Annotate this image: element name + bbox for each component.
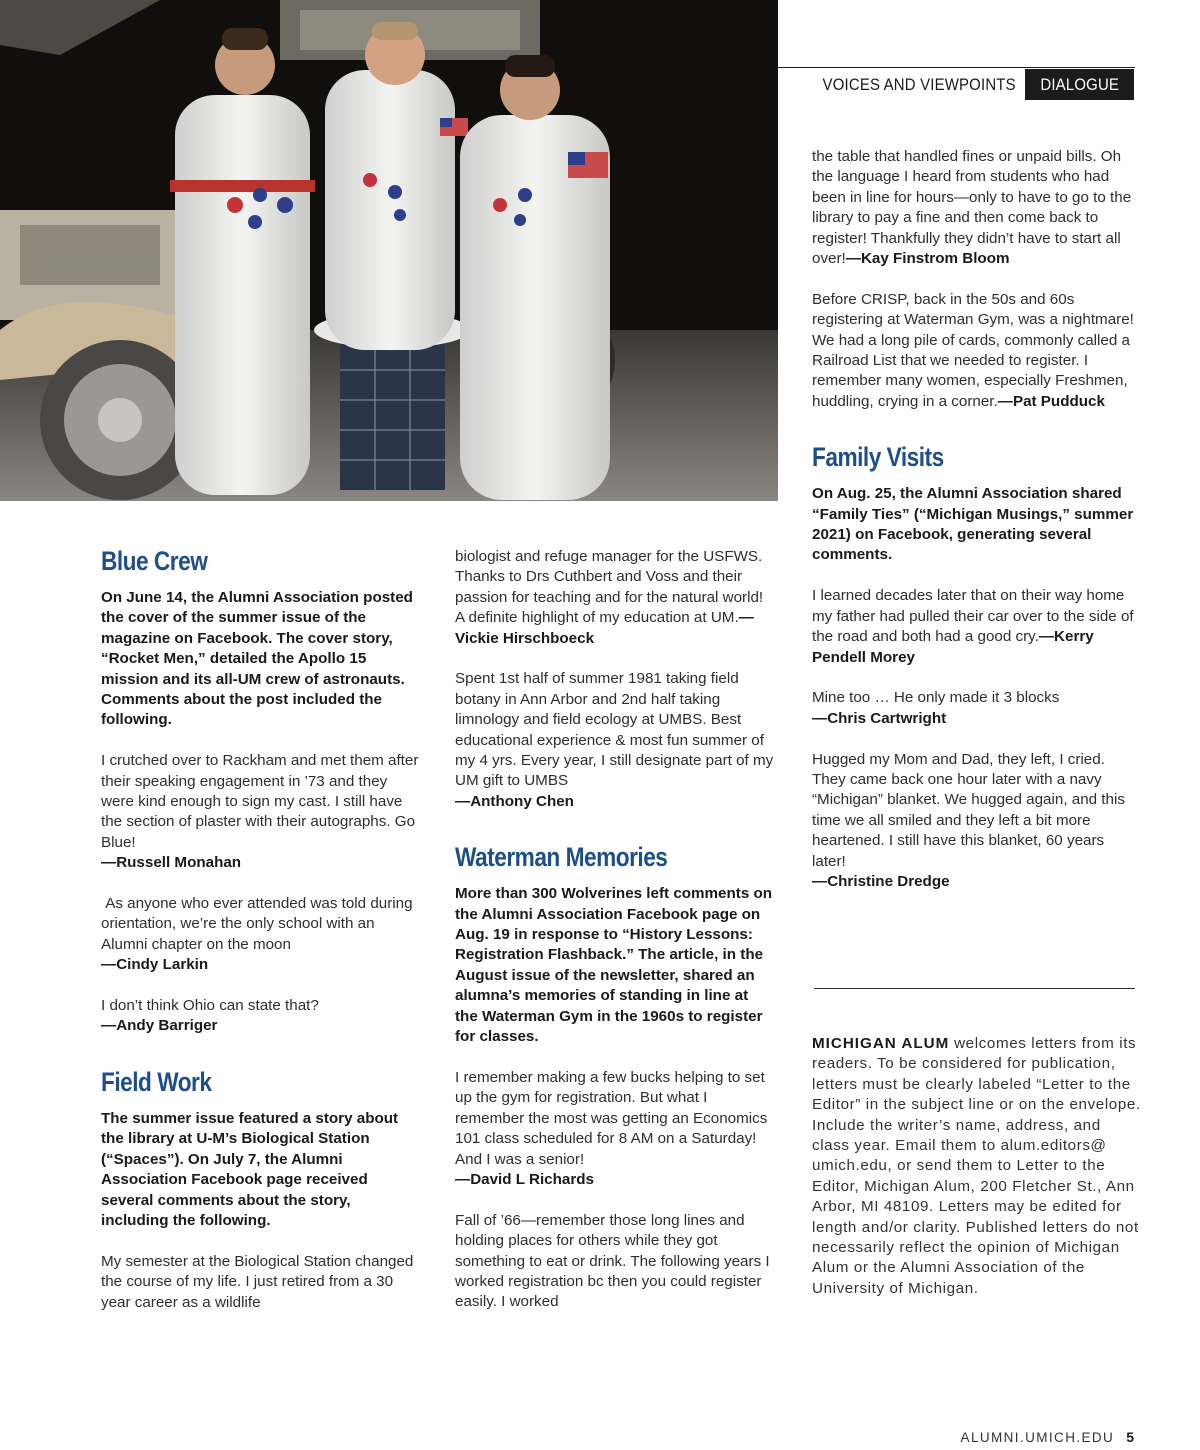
comment-author: —Kay Finstrom Bloom [845,250,1010,268]
comment: As anyone who ever attended was told during orientation, we’re the only school with an Alumni chapter on the moon —Cindy Larkin [101,895,417,974]
column-3 [812,147,1135,913]
comment-author: —Russell Monahan [101,854,242,872]
comment: Before CRISP, back in the 50s and 60s registering at Waterman Gym, was a nightmare! We had a long pile of cards, commonly called a Railroad List that we needed to register. I remember many women, especially Freshmen, huddling, crying in a corner.—Pat Pudduck [812,290,1134,410]
comment: Mine too … He only made it 3 blocks —Chris Cartwright [812,689,1060,727]
heading-blue-crew: Blue Crew [101,546,208,576]
comment: I learned decades later that on their way home my father had pulled their car over to the side of the road and both had a good cry.—Kerry Pendell Morey [812,587,1134,666]
column-1 [101,544,421,1333]
comment-part: My semester at the Biological Station changed the course of my life. I just retired from a 30 year career as a wildlife [101,1252,414,1311]
intro-waterman: More than 300 Wolverines left comments on the Alumni Association Facebook page on Aug. 19 in response to “History Lessons: Registration Flashback.” The article, in the August issue of the newsletter, shared an alumna’s memories of standing in line at the Waterman Gym in the 1960s to register for classes. [455,885,773,1046]
comment-author: —Andy Barriger [101,1017,218,1035]
page-footer [961,1429,1134,1445]
comment-author: —Pat Pudduck [997,392,1105,410]
comment-part: Fall of ’66—remember those long lines and holding places for others while they got something to eat or drink. The following years I worked registration bc then you could register easily. I worked [455,1211,770,1311]
letters-notice: MICHIGAN ALUM welcomes letters from its readers. To be considered for publication, letters must be clearly labeled “Letter to the Editor” in the subject line or on the envelope. Include the writer’s name, address, and class year. Email them to alum.editors@ umich.edu, or send them to Letter to the Editor, Michigan Alum, 200 Fletcher St., Ann Arbor, MI 48109. Letters may be edited for length and/or clarity. Published letters do not necessarily reflect the opinion of Michigan Alum or the Alumni Association of the University of Michigan. [812,1035,1141,1297]
section-header [795,69,1134,100]
comment-author: —Vickie Hirschboeck [455,609,754,647]
heading-waterman-memories: Waterman Memories [455,842,668,873]
comment-author: —Kerry Pendell Morey [812,628,1094,666]
page-number: 5 [1126,1429,1134,1445]
comment: Hugged my Mom and Dad, they left, I cried. They came back one hour later with a navy “Michigan” blanket. We hugged again, and this time we all smiled and they left a bit more heartened. I still have this blanket, 60 years later! —Christine Dredge [812,750,1125,890]
comment: I crutched over to Rackham and met them after their speaking engagement in ’73 and they were kind enough to sign my cast. I still have the section of plaster with their autographs. Go Blue! —Russell Monahan [101,752,419,872]
intro-blue-crew: On June 14, the Alumni Association posted the cover of the summer issue of the magazine on Facebook. The cover story, “Rocket Men,” detailed the Apollo 15 mission and its all-UM crew of astronauts. Comments about the post included the following. [101,589,413,729]
section-tag: DIALOGUE [1025,69,1134,100]
header-rule [778,67,1135,68]
heading-field-work: Field Work [101,1066,212,1097]
astronaut-crew-photo [0,0,778,501]
comment-author: —Anthony Chen [455,792,574,810]
intro-field-work: The summer issue featured a story about the library at U-M’s Biological Station (“Spaces”). On July 7, the Alumni Association Facebook page received several comments about the story, including the following. [101,1109,399,1229]
comment: I remember making a few bucks helping to set up the gym for registration. But what I remember the most was getting an Economics 101 class scheduled for 8 AM on a Saturday! And I was a senior! —David L Richards [455,1068,768,1188]
comment-continued: biologist and refuge manager for the USFWS. Thanks to Drs Cuthbert and Voss and their passion for teaching and for the natural world! A definite highlight of my education at UM.—Vickie Hirschboeck [455,548,764,647]
comment: I don’t think Ohio can state that? —Andy Barriger [101,997,319,1035]
section-name: VOICES AND VIEWPOINTS [822,75,1016,94]
column-2 [455,547,775,1333]
comment-author: —Christine Dredge [812,872,950,890]
comment-author: —Cindy Larkin [101,956,209,974]
intro-family-visits: On Aug. 25, the Alumni Association shared “Family Ties” (“Michigan Musings,” summer 2021) on Facebook, generating several comments. [812,485,1134,564]
comment-author: —David L Richards [455,1170,594,1188]
heading-family-visits: Family Visits [812,442,944,473]
footer-site-url: ALUMNI.UMICH.EDU [960,1430,1115,1445]
comment: Spent 1st half of summer 1981 taking field botany in Ann Arbor and 2nd half taking limnology and field ecology at UMBS. Best educational experience & most fun summer of my 4 yrs. Every year, I still designate part of my UM gift to UMBS —Anthony Chen [455,670,774,810]
comment-continued: the table that handled fines or unpaid bills. Oh the language I heard from students who had been in line for hours—only to have to go to the library to pay a fine and then come back to register! Thankfully they didn’t have to start all over!—Kay Finstrom Bloom [812,148,1132,268]
comment-author: —Chris Cartwright [812,709,947,727]
magazine-name: MICHIGAN ALUM [812,1035,950,1052]
notice-divider [814,988,1135,989]
